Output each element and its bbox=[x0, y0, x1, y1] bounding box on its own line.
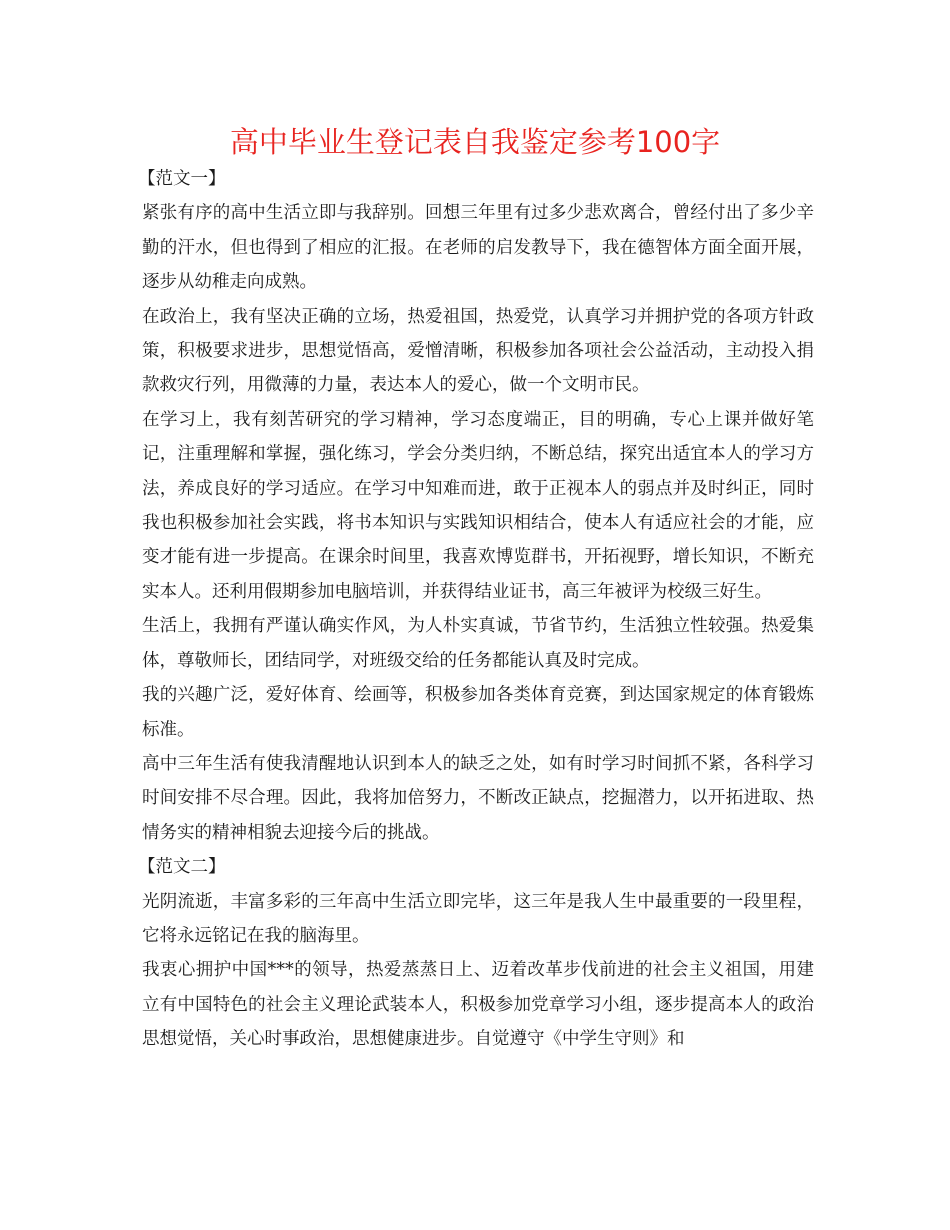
section-label: 【范文一】 bbox=[138, 169, 226, 189]
paragraph: 在政治上，我有坚决正确的立场，热爱祖国，热爱党，认真学习并拥护党的各项方针政策，积极要求进步，思想觉悟高，爱憎清晰，积极参加各项社会公益活动，主动投入捐款救灾行列，用微薄的力量，表达本人的爱心，做一个文明市民。 bbox=[142, 306, 814, 396]
section-label: 【范文二】 bbox=[138, 857, 226, 878]
paragraph: 紧张有序的高中生活立即与我辞别。回想三年里有过多少悲欢离合，曾经付出了多少辛勤的汗水，但也得到了相应的汇报。在老师的启发教导下，我在德智体方面全面开展，逐步从幼稚走向成熟。 bbox=[142, 203, 814, 293]
paragraph: 我衷心拥护中国***的领导，热爱蒸蒸日上、迈着改革步伐前进的社会主义祖国，用建立有中国特色的社会主义理论武装本人，积极参加党章学习小组，逐步提高本人的政治思想觉悟，关心时事政治，思想健康进步。自觉遵守《中学生守则》和 bbox=[142, 960, 814, 1050]
paragraph: 生活上，我拥有严谨认确实作风，为人朴实真诚，节省节约，生活独立性较强。热爱集体，尊敬师长，团结同学，对班级交给的任务都能认真及时完成。 bbox=[142, 616, 814, 671]
document-body bbox=[138, 162, 814, 1057]
paragraph: 我的兴趣广泛，爱好体育、绘画等，积极参加各类体育竞赛，到达国家规定的体育锻炼标准。 bbox=[142, 685, 814, 740]
paragraph: 高中三年生活有使我清醒地认识到本人的缺乏之处，如有时学习时间抓不紧，各科学习时间安排不尽合理。因此，我将加倍努力，不断改正缺点，挖掘潜力，以开拓进取、热情务实的精神相貌去迎接今后的挑战。 bbox=[142, 753, 814, 843]
document-title: 高中毕业生登记表自我鉴定参考100字 bbox=[229, 125, 721, 159]
paragraph: 光阴流逝，丰富多彩的三年高中生活立即完毕，这三年是我人生中最重要的一段里程，它将永远铭记在我的脑海里。 bbox=[142, 891, 814, 946]
paragraph: 在学习上，我有刻苦研究的学习精神，学习态度端正，目的明确，专心上课并做好笔记，注重理解和掌握，强化练习，学会分类归纳，不断总结，探究出适宜本人的学习方法，养成良好的学习适应。在学习中知难而进，敢于正视本人的弱点并及时纠正，同时我也积极参加社会实践，将书本知识与实践知识相结合，使本人有适应社会的才能，应变才能有进一步提高。在课余时间里，我喜欢博览群书，开拓视野，增长知识，不断充实本人。还利用假期参加电脑培训，并获得结业证书，高三年被评为校级三好生。 bbox=[142, 409, 814, 602]
